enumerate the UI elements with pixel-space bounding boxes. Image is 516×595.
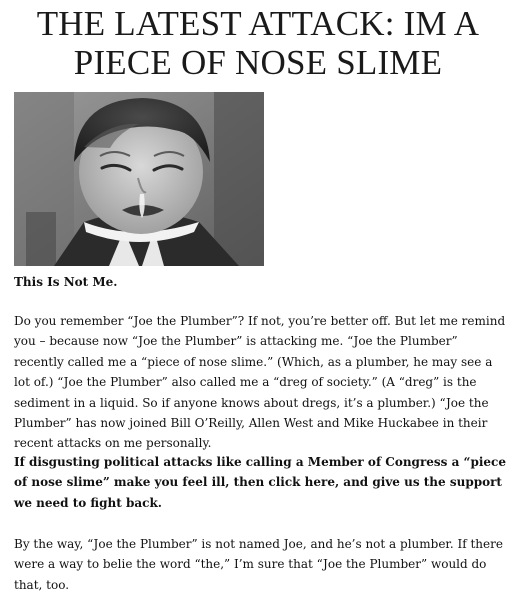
image-caption: This Is Not Me. — [14, 275, 118, 289]
call-to-action-paragraph[interactable]: If disgusting political attacks like calling a Member of Congress a “piece of nose slime” make you feel ill, then click here, and give us the support we need to fight back. — [14, 455, 506, 510]
body-paragraph-1: Do you remember “Joe the Plumber”? If not, you’re better off. But let me remind you – because now “Joe the Plumber” is attacking me. “Joe the Plumber” recently called me a “piece of nose slime.” (Which, as a plumber, he may see a lot of.) “Joe the Plumber” also called me a “dreg of society.” (A “dreg” is the sediment in a liquid. So if anyone knows about dregs, it’s a plumber.) “Joe the Plumber” has now joined Bill O’Reilly, Allen West and Mike Huckabee in their recent attacks on me personally. — [14, 314, 506, 451]
body-paragraph-3: By the way, “Joe the Plumber” is not named Joe, and he’s not a plumber. If there were a way to belie the word “the,” I’m sure that “Joe the Plumber” would do that, too. — [14, 537, 503, 592]
article-photo — [14, 92, 264, 266]
article-headline: THE LATEST ATTACK: IM A PIECE OF NOSE SLIME — [36, 4, 480, 82]
